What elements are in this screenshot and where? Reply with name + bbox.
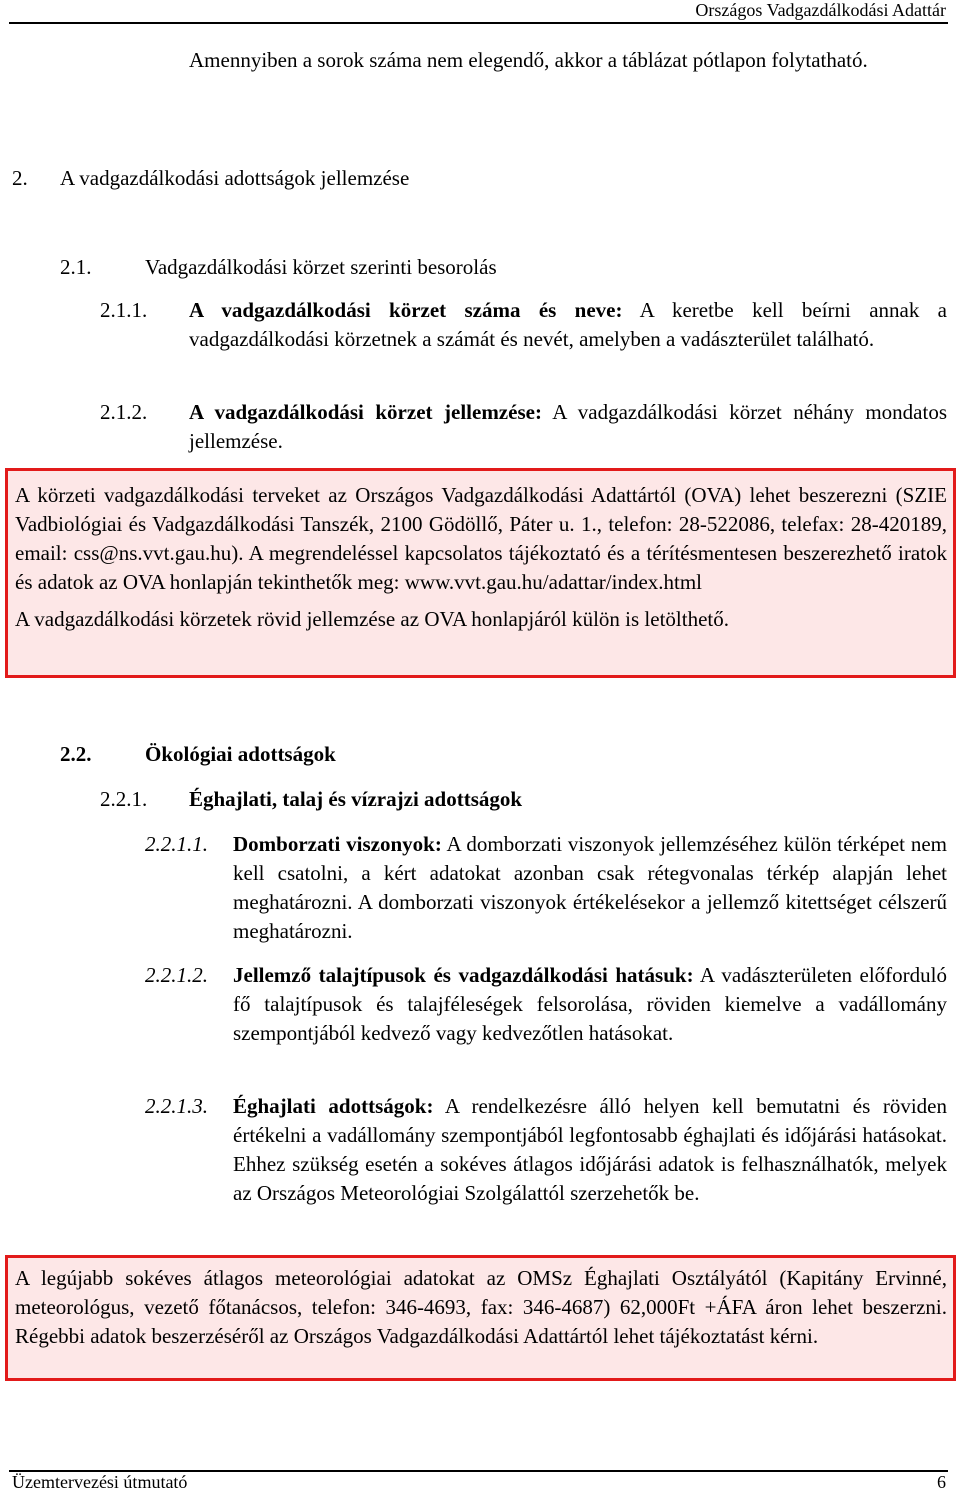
item-2-1-2-number: 2.1.2. xyxy=(100,400,148,424)
item-2-1-2-label: A vadgazdálkodási körzet jellemzése: xyxy=(189,400,542,424)
section-2-2-number: 2.2. xyxy=(60,742,92,766)
section-2-1-title: Vadgazdálkodási körzet szerinti besorolás xyxy=(145,255,497,279)
item-2-2-1-2 xyxy=(233,961,947,1048)
section-2-2-1-title: Éghajlati, talaj és vízrajzi adottságok xyxy=(189,787,523,811)
info-box-omsz-paragraph: A legújabb sokéves átlagos meteorológiai adatokat az OMSz Éghajlati Osztályától (Kapitány Ervinné, meteorológus, vezető főtanácsos, telefon: 346-4693, fax: 346-4687) 62,000Ft +ÁFA áron lehet beszerzni. Régebbi adatok beszerzéséről az Országos Vadgazdálkodási Adattártól lehet tájékoztatást kérni. xyxy=(15,1266,947,1348)
item-2-2-1-3-label: Éghajlati adottságok: xyxy=(233,1094,434,1118)
item-2-2-1-1-text: A domborzati viszonyok jellemzéséhez külön térképet nem kell csatolni, a kért adatokat azonban csak rétegvonalas térkép alapján lehet meghatározni. A domborzati viszonyok értékelésekor a jellemző kitettséget célszerű meghatározni. xyxy=(233,832,947,943)
item-2-1-1-text: A keretbe kell beírni annak a vadgazdálkodási körzetnek a számát és nevét, amelyben a vadászterület található. xyxy=(189,298,947,351)
header-rule xyxy=(9,22,948,24)
section-2-number: 2. xyxy=(12,166,28,190)
section-2-1-number: 2.1. xyxy=(60,255,92,279)
item-2-1-1-label: A vadgazdálkodási körzet száma és neve: xyxy=(189,298,623,322)
item-2-2-1-3-number: 2.2.1.3. xyxy=(145,1094,208,1118)
info-box-ova xyxy=(5,468,956,678)
section-2-2-1-number: 2.2.1. xyxy=(100,787,148,811)
section-2-2-title: Ökológiai adottságok xyxy=(145,742,336,766)
item-2-1-1 xyxy=(189,296,947,354)
item-2-1-2 xyxy=(189,398,947,456)
intro-text: Amennyiben a sorok száma nem elegendő, akkor a táblázat pótlapon folytatható. xyxy=(189,48,868,72)
item-2-2-1-1 xyxy=(233,830,947,946)
footer-title: Üzemtervezési útmutató xyxy=(12,1472,188,1492)
section-2-title: A vadgazdálkodási adottságok jellemzése xyxy=(60,166,410,190)
item-2-2-1-3-text: A rendelkezésre álló helyen kell bemutatni és röviden értékelni a vadállomány szempontjából legfontosabb éghajlati és időjárási hatásokat. Ehhez szükség esetén a sokéves átlagos időjárási adatok is felhasználhatók, melyek az Országos Meteorológiai Szolgálattól szerzehetők be. xyxy=(233,1094,947,1205)
item-2-2-1-2-text: A vadászterületen előforduló fő talajtípusok és talajféleségek felsorolása, röviden kiemelve a vadállomány szempontjából kedvező vagy kedvezőtlen hatásokat. xyxy=(233,963,947,1045)
header-title: Országos Vadgazdálkodási Adattár xyxy=(695,0,946,20)
info-box-ova-paragraph-1: A körzeti vadgazdálkodási terveket az Országos Vadgazdálkodási Adattártól (OVA) lehet beszerezni (SZIE Vadbiológiai és Vadgazdálkodási Tanszék, 2100 Gödöllő, Páter u. 1., telefon: 28-522086, telefax: 28-420189, email: css@ns.vvt.gau.hu). A megrendeléssel kapcsolatos tájékoztató és a térítésmentesen beszerezhető iratok és adatok az OVA honlapján tekinthetők meg: www.vvt.gau.hu/adattar/index.html xyxy=(15,483,947,594)
item-2-1-1-number: 2.1.1. xyxy=(100,298,148,322)
item-2-1-2-text: A vadgazdálkodási körzet néhány mondatos jellemzése. xyxy=(189,400,947,453)
info-box-omsz xyxy=(5,1255,956,1381)
item-2-2-1-1-number: 2.2.1.1. xyxy=(145,832,208,856)
item-2-2-1-2-label: Jellemző talajtípusok és vadgazdálkodási hatásuk: xyxy=(233,963,694,987)
item-2-2-1-2-number: 2.2.1.2. xyxy=(145,963,208,987)
item-2-2-1-1-label: Domborzati viszonyok: xyxy=(233,832,442,856)
info-box-ova-paragraph-2: A vadgazdálkodási körzetek rövid jellemzése az OVA honlapjáról külön is letölthető. xyxy=(15,607,729,631)
item-2-2-1-3 xyxy=(233,1092,947,1208)
page-number: 6 xyxy=(937,1472,946,1492)
